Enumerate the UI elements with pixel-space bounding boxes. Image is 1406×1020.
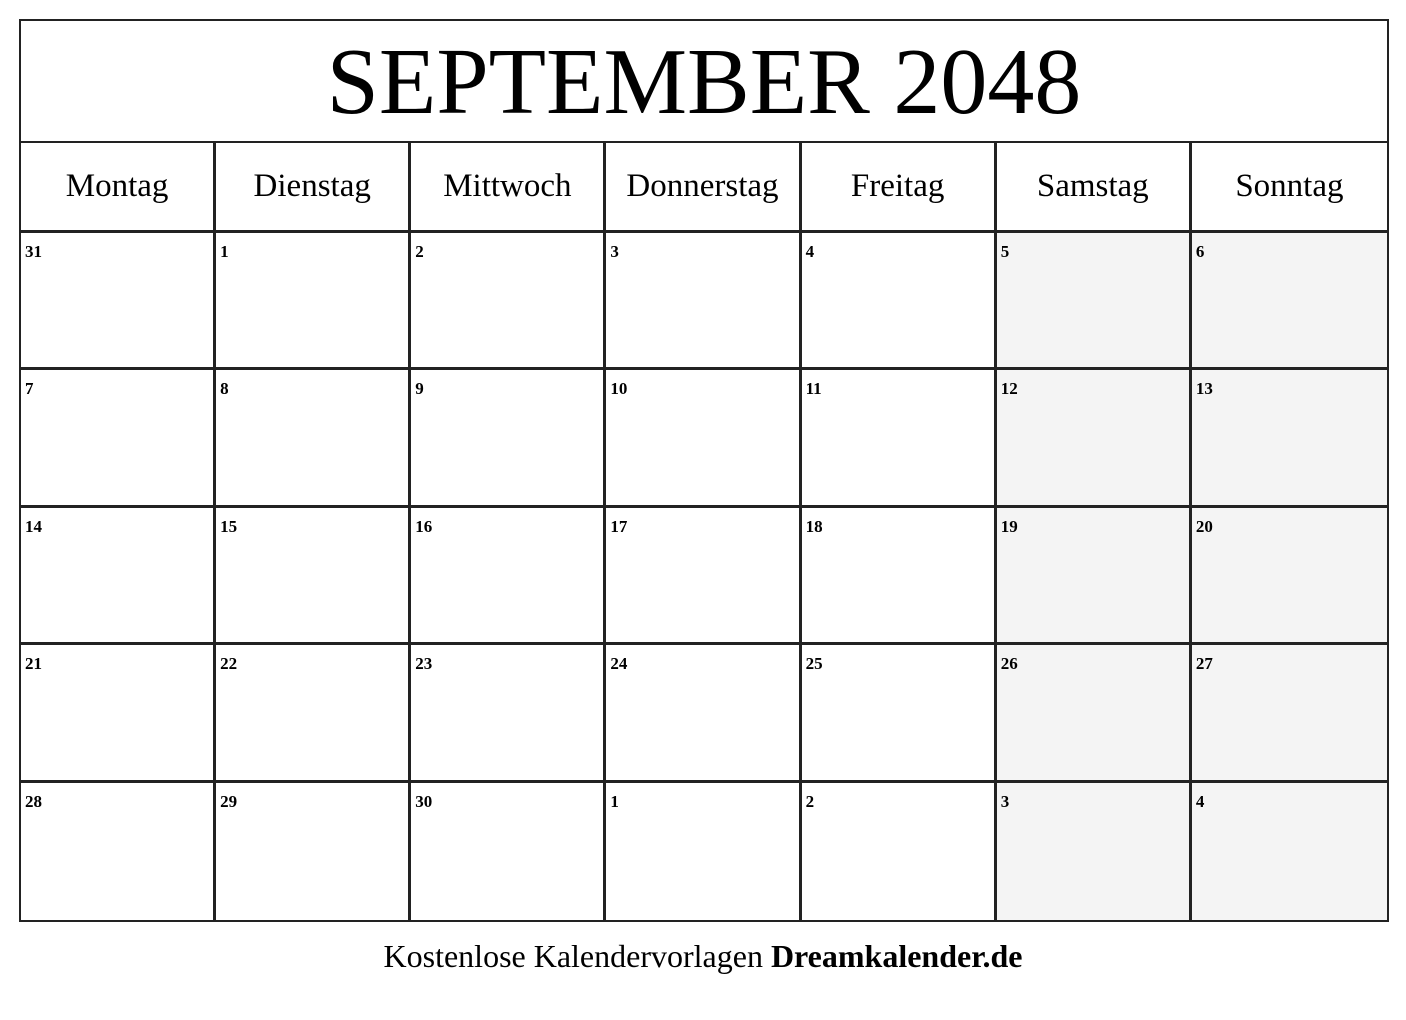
weekday-header-sunday: Sonntag <box>1192 143 1387 233</box>
weekend-day-cell <box>997 233 1192 370</box>
day-cell <box>21 645 216 782</box>
day-number: 29 <box>220 791 238 811</box>
weekday-header-tuesday: Dienstag <box>216 143 411 233</box>
day-cell <box>216 233 411 370</box>
day-number: 4 <box>1195 791 1205 811</box>
weekend-day-cell <box>1192 370 1387 507</box>
day-number: 22 <box>220 654 238 674</box>
day-number: 20 <box>1195 516 1213 536</box>
calendar <box>19 19 1389 922</box>
day-number: 15 <box>220 516 238 536</box>
day-number: 1 <box>610 791 619 811</box>
day-number: 3 <box>610 242 619 261</box>
day-number: 23 <box>415 654 433 674</box>
day-cell <box>411 370 606 507</box>
day-number: 16 <box>415 516 433 536</box>
day-number: 28 <box>25 791 42 811</box>
day-number: 27 <box>1195 654 1213 674</box>
day-number: 19 <box>1000 516 1018 536</box>
weekday-header-monday: Montag <box>21 143 216 233</box>
day-cell <box>21 370 216 507</box>
day-cell <box>216 370 411 507</box>
day-number: 17 <box>610 516 628 536</box>
weekday-header-saturday: Samstag <box>997 143 1192 233</box>
footer-brand-link[interactable]: Dreamkalender.de <box>770 938 1023 974</box>
weekend-day-cell <box>997 783 1192 920</box>
day-cell <box>411 783 606 920</box>
calendar-title: SEPTEMBER 2048 <box>326 30 1082 134</box>
day-number: 31 <box>25 242 42 261</box>
weekend-day-cell <box>1192 233 1387 370</box>
day-cell <box>21 233 216 370</box>
day-cell <box>802 508 997 645</box>
day-cell <box>606 370 801 507</box>
day-number: 26 <box>1000 654 1018 674</box>
day-cell <box>802 783 997 920</box>
day-cell <box>606 233 801 370</box>
day-cell <box>606 508 801 645</box>
day-cell <box>21 508 216 645</box>
day-number: 12 <box>1000 379 1018 399</box>
day-number: 18 <box>805 516 823 536</box>
day-cell <box>411 645 606 782</box>
day-number: 13 <box>1195 379 1213 399</box>
day-cell <box>802 233 997 370</box>
day-number: 25 <box>805 654 823 674</box>
day-number: 2 <box>805 791 815 811</box>
day-cell <box>411 233 606 370</box>
day-number: 11 <box>805 379 822 399</box>
footer <box>0 938 1406 975</box>
day-cell <box>216 645 411 782</box>
day-cell <box>606 645 801 782</box>
day-number: 5 <box>1000 242 1010 261</box>
day-cell <box>216 783 411 920</box>
day-cell <box>216 508 411 645</box>
day-number: 21 <box>25 654 42 674</box>
footer-text: Kostenlose Kalendervorlagen <box>383 938 763 974</box>
calendar-header <box>21 21 1387 143</box>
weekend-day-cell <box>1192 645 1387 782</box>
day-number: 30 <box>415 791 433 811</box>
day-number: 24 <box>610 654 628 674</box>
day-cell <box>21 783 216 920</box>
day-cell <box>411 508 606 645</box>
day-cell <box>606 783 801 920</box>
day-number: 8 <box>220 379 229 399</box>
day-cell <box>802 370 997 507</box>
day-number: 3 <box>1000 791 1010 811</box>
day-number: 2 <box>415 242 424 261</box>
day-number: 6 <box>1195 242 1205 261</box>
day-cell <box>802 645 997 782</box>
weekend-day-cell <box>997 370 1192 507</box>
day-number: 1 <box>220 242 229 261</box>
weekday-header-wednesday: Mittwoch <box>411 143 606 233</box>
day-number: 7 <box>25 379 34 399</box>
day-number: 14 <box>25 516 42 536</box>
weekday-header-thursday: Donnerstag <box>606 143 801 233</box>
weekend-day-cell <box>1192 508 1387 645</box>
calendar-grid <box>21 143 1387 920</box>
weekend-day-cell <box>1192 783 1387 920</box>
weekend-day-cell <box>997 508 1192 645</box>
day-number: 10 <box>610 379 628 399</box>
weekday-header-friday: Freitag <box>802 143 997 233</box>
weekend-day-cell <box>997 645 1192 782</box>
day-number: 4 <box>805 242 815 261</box>
day-number: 9 <box>415 379 424 399</box>
